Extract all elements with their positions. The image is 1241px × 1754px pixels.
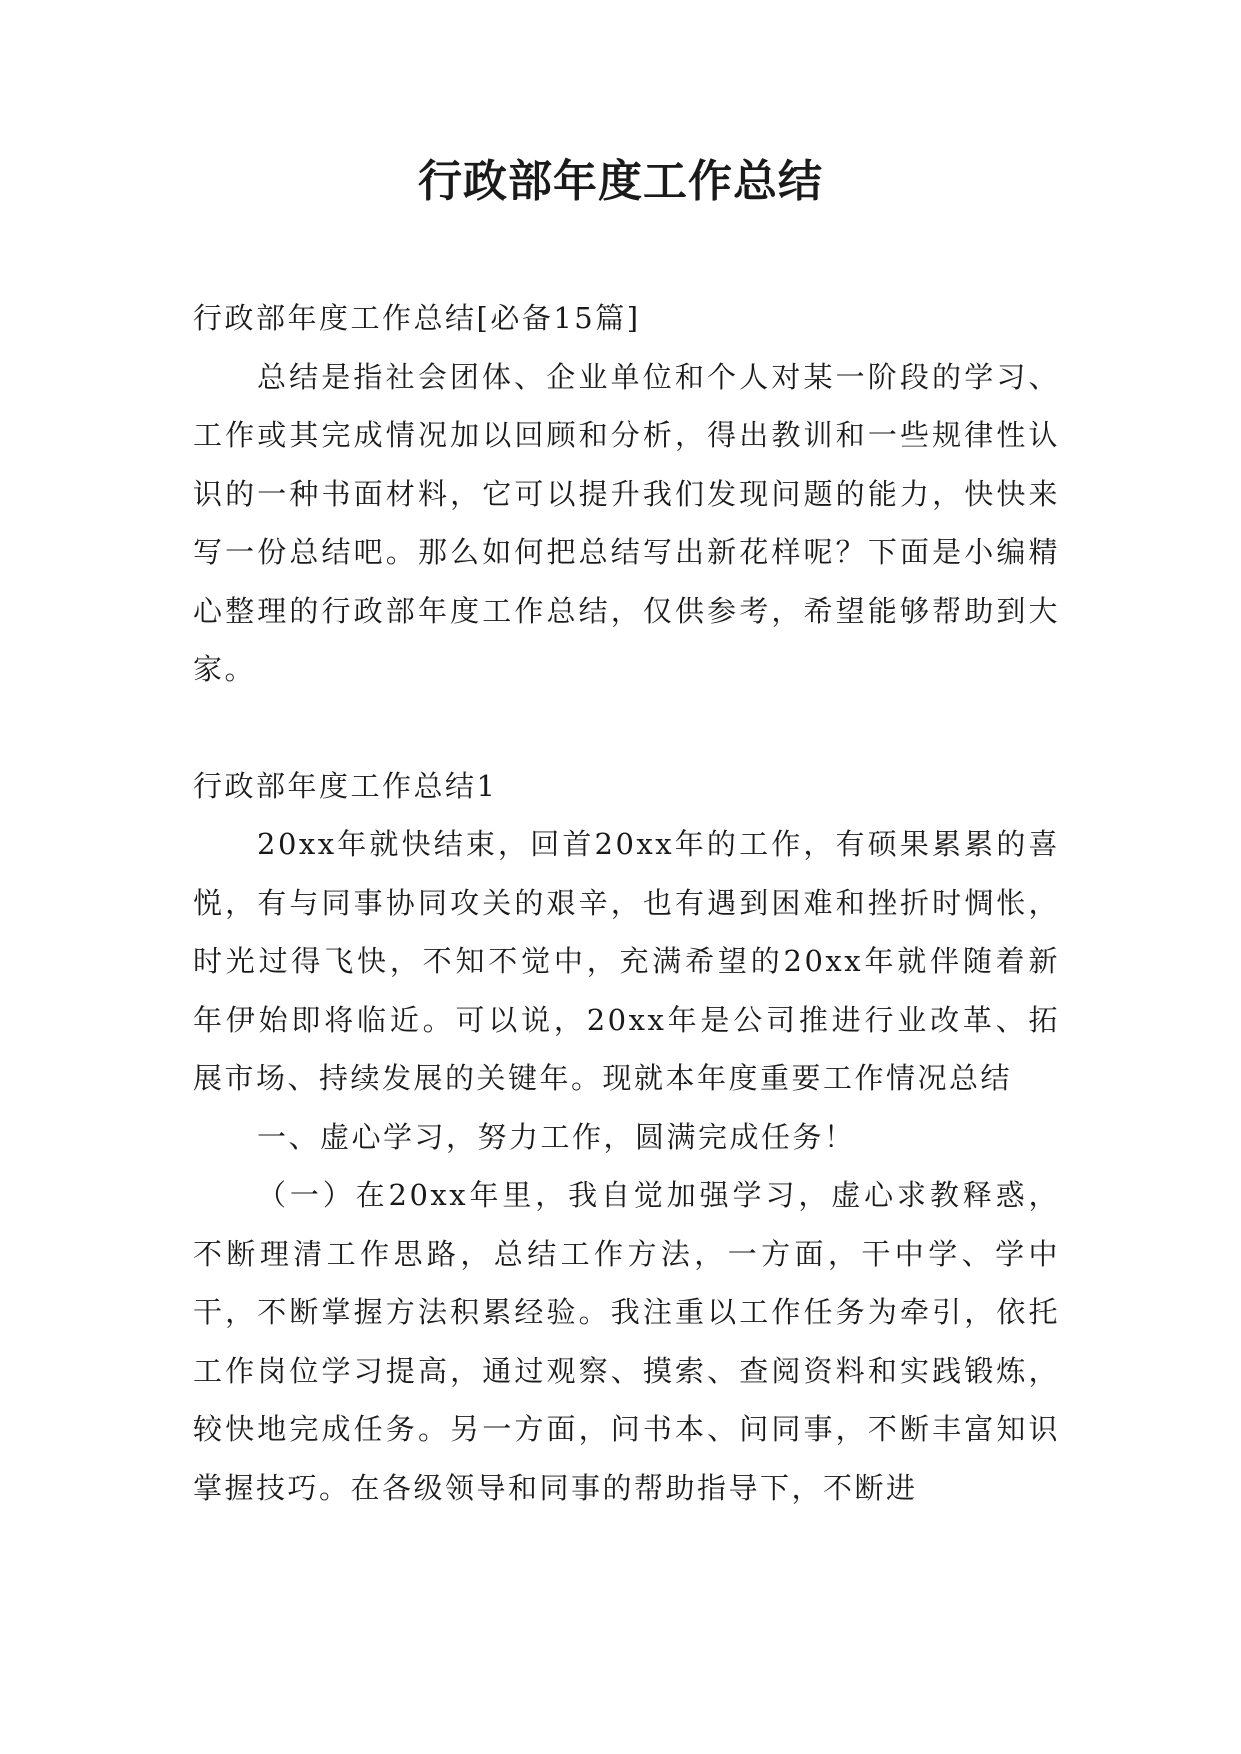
intro-paragraph: 总结是指社会团体、企业单位和个人对某一阶段的学习、工作或其完成情况加以回顾和分析，得出教训和一些规律性认识的一种书面材料，它可以提升我们发现问题的能力，快快来写一份总结吧。那么如何把总结写出新花样呢？下面是小编精心整理的行政部年度工作总结，仅供参考，希望能够帮助到大家。 (193, 359, 1060, 686)
section-heading: 行政部年度工作总结1 (193, 768, 498, 803)
point-heading: 一、虚心学习，努力工作，圆满完成任务！ (257, 1119, 856, 1154)
paragraph-spacer (193, 699, 1060, 757)
section-paragraph: 20xx年就快结束，回首20xx年的工作，有硕果累累的喜悦，有与同事协同攻关的艰辛，也有遇到困难和挫折时惆怅，时光过得飞快，不知不觉中，充满希望的20xx年就伴随着新年伊始即将临近。可以说，20xx年是公司推进行业改革、拓展市场、持续发展的关键年。现就本年度重要工作情况总结 (193, 827, 1060, 1095)
point-paragraph: （一）在20xx年里，我自觉加强学习，虚心求教释惑，不断理清工作思路，总结工作方法，一方面，干中学、学中干，不断掌握方法积累经验。我注重以工作任务为牵引，依托工作岗位学习提高，通过观察、摸索、查阅资料和实践锻炼，较快地完成任务。另一方面，问书本、问同事，不断丰富知识掌握技巧。在各级领导和同事的帮助指导下，不断进 (193, 1178, 1060, 1505)
document-body (193, 289, 1060, 1517)
document-subtitle: 行政部年度工作总结[必备15篇] (193, 301, 641, 335)
document-title: 行政部年度工作总结 (418, 156, 823, 207)
